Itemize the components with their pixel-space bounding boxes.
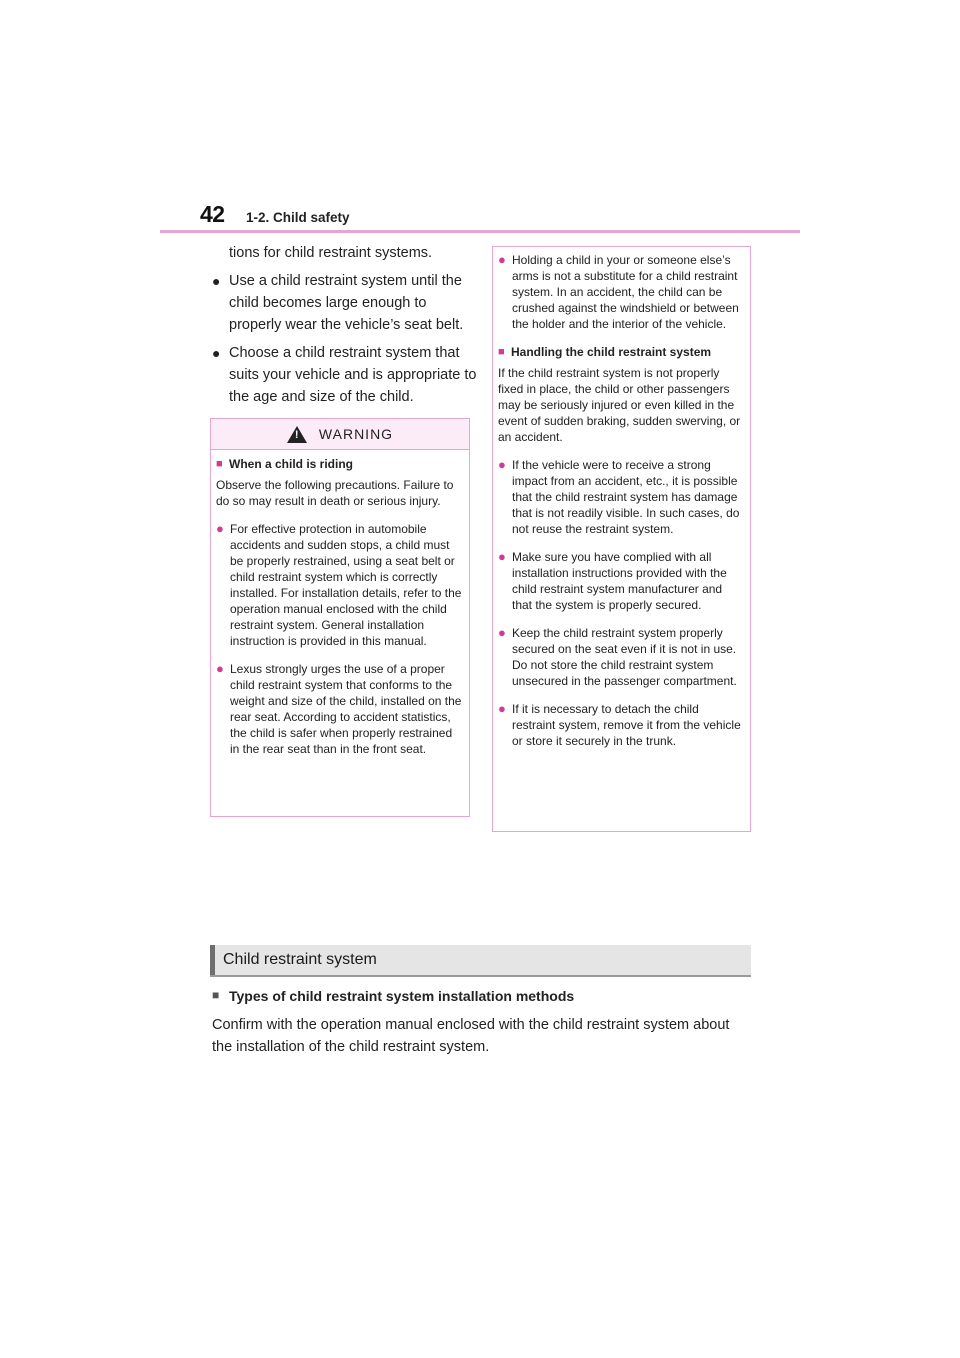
circle-bullet-icon: ● <box>498 701 506 716</box>
warning-bullet <box>216 661 463 757</box>
section-bar-accent <box>210 945 215 975</box>
handling-intro: If the child restraint system is not properly fixed in place, the child or other passengers may be seriously injured or even killed in the event of sudden braking, sudden swerving, or an accident. <box>498 366 741 444</box>
square-bullet-icon: ■ <box>498 346 505 358</box>
warning-subheading-text: When a child is riding <box>229 457 354 471</box>
warning-box <box>210 418 470 817</box>
continuation-bullet <box>498 252 744 332</box>
intro-continuation: tions for child restraint systems. <box>229 245 433 261</box>
warning-intro: Observe the following precautions. Failure to do so may result in death or serious injury. <box>216 478 454 508</box>
handling-bullet <box>498 549 744 613</box>
intro-bullet-text: Use a child restraint system until the child becomes large enough to properly wear the vehicle’s seat belt. <box>229 273 464 333</box>
warning-subheading <box>216 456 463 472</box>
circle-bullet-icon: ● <box>498 549 506 564</box>
intro-column <box>212 242 480 414</box>
intro-bullet <box>212 270 480 336</box>
handling-bullet <box>498 701 744 749</box>
types-paragraph: Confirm with the operation manual enclosed with the child restraint system about the installation of the child restraint system. <box>212 1017 730 1055</box>
handling-bullet-text: If it is necessary to detach the child restraint system, remove it from the vehicle or store it securely in the trunk. <box>512 702 741 748</box>
intro-bullet-text: Choose a child restraint system that suits your vehicle and is appropriate to the age and size of the child. <box>229 345 477 405</box>
types-heading <box>212 988 574 1004</box>
circle-bullet-icon: ● <box>498 457 506 472</box>
circle-bullet-icon: ● <box>498 252 506 267</box>
section-heading-bar <box>210 945 751 977</box>
handling-bullet-text: Keep the child restraint system properly secured on the seat even if it is not in use. Do not store the child restraint system unsecured in the passenger compartment. <box>512 626 737 688</box>
warning-bullet-text: For effective protection in automobile accidents and sudden stops, a child must be properly restrained, using a seat belt or child restraint system which is correctly installed. For installation details, refer to the operation manual enclosed with the child restraint system. General installation instruction is provided in this manual. <box>230 522 462 648</box>
circle-bullet-icon: ● <box>216 661 224 676</box>
warning-triangle-icon: ! <box>287 426 307 443</box>
handling-bullet-text: Make sure you have complied with all installation instructions provided with the child restraint system manufacturer and that the system is properly secured. <box>512 550 727 612</box>
warning-title: WARNING <box>318 426 394 442</box>
warning-bullet-text: Lexus strongly urges the use of a proper child restraint system that conforms to the weight and size of the child, installed on the rear seat. According to accident statistics, the child is safer when properly restrained in the rear seat than in the front seat. <box>230 662 462 756</box>
circle-bullet-icon: ● <box>498 625 506 640</box>
warning-body <box>211 450 469 775</box>
handling-bullet <box>498 457 744 537</box>
types-heading-text: Types of child restraint system installation methods <box>229 988 575 1004</box>
square-bullet-icon: ■ <box>212 988 220 1002</box>
warning-header <box>211 419 469 450</box>
intro-bullet <box>212 342 480 408</box>
handling-bullet <box>498 625 744 689</box>
handling-subheading-text: Handling the child restraint system <box>511 345 712 359</box>
section-heading-title: Child restraint system <box>223 951 377 968</box>
continuation-body <box>493 247 750 767</box>
header-rule <box>160 230 800 233</box>
bullet-dot-icon: ● <box>212 273 221 289</box>
handling-subheading <box>498 344 744 360</box>
section-title: 1-2. Child safety <box>246 210 350 225</box>
square-bullet-icon: ■ <box>216 458 223 470</box>
page-number: 42 <box>200 201 225 227</box>
handling-bullet-text: If the vehicle were to receive a strong impact from an accident, etc., it is possible that the child restraint system has damage that is not readily visible. In such cases, do not reuse the restraint system. <box>512 458 740 536</box>
bullet-dot-icon: ● <box>212 345 221 361</box>
warning-continuation-box <box>492 246 751 832</box>
continuation-bullet-text: Holding a child in your or someone else’s arms is not a substitute for a child restraint system. In an accident, the child can be crushed against the windshield or between the holder and the interior of the vehicle. <box>512 253 739 331</box>
circle-bullet-icon: ● <box>216 521 224 536</box>
warning-bullet <box>216 521 463 649</box>
